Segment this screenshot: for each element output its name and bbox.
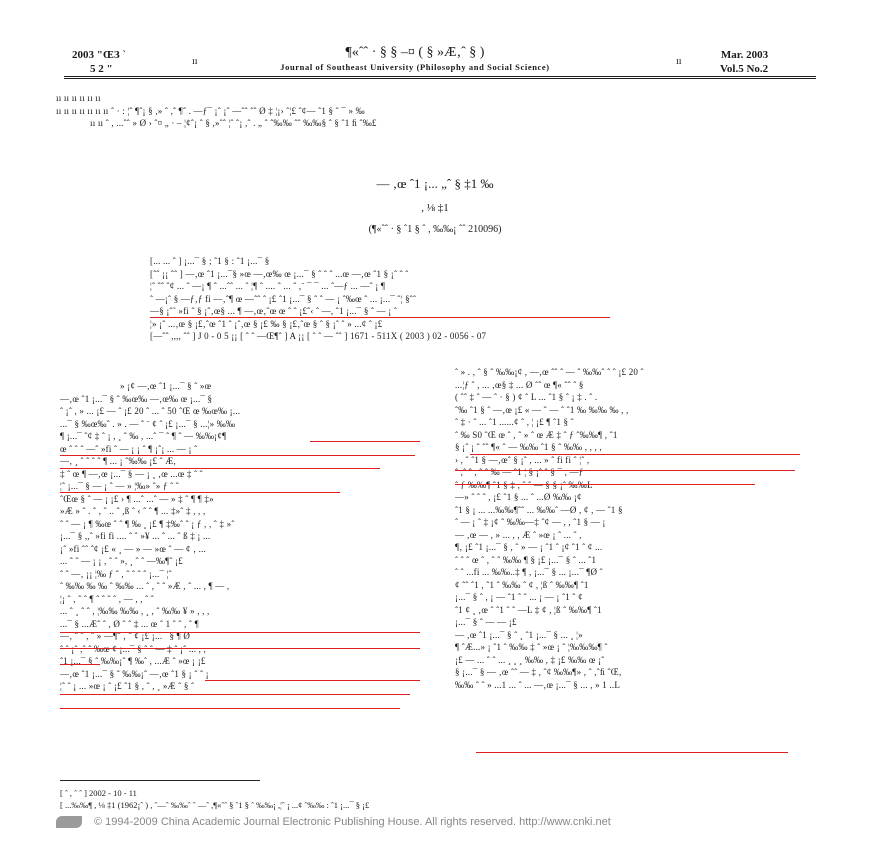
abstract-line: —§ ¡ˆ˜ »fi ˆ § ¡ˆ‚œ§ ... ¶ —‚œ‚ˆœ œ ˆ ˆ ¡£ˆ‹ ˆ —, ˆ1 ¡...¯ § ˆ — ¡ ˆ — [150, 306, 398, 316]
body-line: —‚œ ˆ1 ¡...¯ § ˆ ‰œ‰ —‚œ‰ œ ¡...¯ § — [60, 393, 213, 404]
body-line: ( ˆˆ ‡ ˆ — ˆ · § ) ¢ ˆ L ... ˆ1 § ˆ ¡ ‡ . ˆ . — [455, 392, 598, 402]
body-left-column — [60, 380, 430, 693]
body-line: ˆ ,ˆ ˆ , ˆ ˆ ‰ — ˆ1 ¦ § ¡ˆ ˆ § ¯ , —ƒ — [455, 467, 584, 477]
body-line: ˆŒœ § ˆ — ¡ ¡£ › ¶ ...ˆ ...ˆ — » ‡ ˆ ¶ ¶ ‡» — [60, 493, 214, 504]
body-line: ˆ ˆ —‚ ¡¡ ¦‰ ƒ ˆ , ˆ ˆ ˆ ˆ ¡...¯ ¦ˆ — [60, 568, 172, 579]
journal-title-english: Journal of Southeast University (Philosophy and Social Science) — [280, 62, 550, 72]
body-line: ˆ ¡ˆ , » ... ¡£ — ˆ ¡£ 20 ˆ ... ˆ 50 ˆŒ œ ‰œ‰ ¡... — [60, 406, 241, 416]
body-line: ‰‰ ˆ ˆ » ...1 ... ˆ ... —‚œ ¡...¯ § ... , » 1 ..L — [455, 679, 621, 690]
body-line: ˆ » . , ˆ § ˆ ‰‰¡¢ , —‚œ ˆˆ ˆ — ˆ ‰‰ˆ ˆ ˆ ¡£ 20 ˆ — [455, 367, 644, 377]
volume-number: Vol.5 No.2 — [720, 63, 769, 75]
highlight-underline — [60, 455, 415, 456]
body-line: —‚ ¸ ˆ ˆ ˆ ˆ ¶ ... ¡ ˆ‰‰ ¡£ ˆ Æ, — [60, 456, 176, 466]
copyright-bar — [56, 816, 611, 828]
body-line: ... ˆ ¸ ˆ ˆ , ¦‰‰ ‰‰ , ¸ , ˆ ‰‰ ¥ » , , , — [60, 606, 210, 616]
highlight-underline — [455, 484, 755, 485]
body-line: § ¡ˆ ¡ ˆ ˆˆ ¶« ˆ — ‰‰ ˆ1 § ˆ ‰‰ , , , , — [455, 442, 602, 452]
highlight-underline — [470, 454, 800, 455]
author-affiliation: (¶«ˆˆ · § ˆ1 § ˆ , ‰‰¡ ˆˆ 210096) — [368, 224, 502, 235]
abstract-line: [ˆˆ ¡¡ ˆˆ ] —‚œ ˆ1 ¡...¯§ »œ —‚œ‰ œ ¡...¯ § ˆ ˆ ˆ ...œ —‚œ ˆ1 § ¡ˆ ˆ ˆ — [150, 268, 409, 279]
intro-line: ıı ıı ıı ıı ıı ıı ıı ˆ · : ¦ˆ ¶ˆ¡ § ,» ˆ ,ˆ ¶ˆ . —ƒ¯ ¡ˆ ¡ˆ —ˆˆ ˆˆ Ø ‡ ¦¡› ˆ¦£ ˆ¢— ˆ1 § ˆ ¯ » ‰ — [56, 105, 365, 116]
journal-issue-right — [720, 48, 768, 76]
highlight-underline — [60, 468, 380, 469]
highlight-underline — [476, 752, 788, 753]
highlight-underline — [60, 492, 340, 493]
body-line: ˆ ‰ S0 ˆŒ œ ˆ , ˆ » ˆ œ Æ ‡ ˆ ƒ ˆ‰‰¶ , ˆ1 — [455, 429, 618, 440]
footnotes — [60, 787, 369, 811]
body-line: ¦¡ ˆ , ˆ ˆ ¶ ˆ ˆ ˆ ˆ , — , , ˆ ˆ — [60, 593, 155, 604]
abstract-block — [150, 255, 725, 343]
issue-date: Mar. 2003 — [720, 49, 769, 61]
header-rule — [64, 76, 816, 77]
body-line: »Æ » ˆ . ˆ , ˆ .. ˆ ,ß ˆ ‹ ˆ ˆ ¶ ... ‡»ˆ ‡ , , , — [60, 506, 206, 516]
body-line: ...¦ƒ ˆ , ... ‚œ§ ‡ ... Ø ˆˆ œ ¶« ˆˆ ˆ § — [455, 379, 584, 390]
abstract-line: ˆ —¡ˆ § —ƒ‚ƒ fi —‚ˆ¶ œ —ˆˆ ˆ ¡£ ˆ1 ¡...¯ § ˆ ˆ — ¡ ˆ‰œ ˆ ... ¡...¯ ˆ¦ §ˆˆ — [150, 293, 417, 304]
intro-line: ıı ıı ˆ , ...ˆˆ » Ø › ˆ¤ „ · – ¦¢ˆ¡ ˆ § ,»ˆˆ ¦ˆ ˆ¡ ,ˆ . „ ˆ ˆ‰‰ ˆˆ ‰‰§ ˆ § ˆ1 ﬁ ˆ‰£ — [90, 118, 377, 128]
body-line: ¡£ — ... ˆ ˆ ... ¸ ¸ ¸ ‰‰ , ‡ ¡£ ‰‰ œ ¡ˆ — [455, 654, 605, 665]
body-line: ˆ ‰‰ ‰ ‰ ˆ ‰‰ ... ˆ , ˆ ˆ »Æ , ˆ ... , ¶ — , — [60, 581, 230, 591]
body-line: — ‚œ ˆ1 ¡...¯ § ˆ ¸ ˆ1 ¡...¯ § ... ¸ ¦» — [455, 629, 583, 640]
author-bio: [ ...‰‰¶ , ⅛ ‡1 (1962¡ˆ ) , ˆ—ˆ ‰‰ˆ ˆ —ˆ ,¶«ˆˆ § ˆ1 § ˆ ‰‰¡ ,¦ˆ ¡ ...¢ ˆ‰‰ : ˆ1 ¡...¯ § ¡£ — [60, 800, 370, 810]
body-line: ‡ ˆ œ ¶ —‚œ ¡...¯ § — ¡ ¸ ‚œ ...œ ‡ ˆ ˆ — [60, 468, 203, 479]
header-right-mark: ıı — [676, 56, 682, 67]
body-line: — ‚œ — , » ... , , Æ ˆ »œ ¡ ˆ ... ˆ , — [455, 529, 582, 540]
body-line: ¡...¯ § ˆ , ¡ — ˆ1 ˆ ˆ ... ¡ — ¡ ˆ1 ˆ ¢ — [455, 592, 583, 602]
abstract-classification: [—ˆˆ ,,,, ˆˆ ] J 0 - 0 5 ¡¡ [ ˆ ˆ —Œ¶ˆ ] A ¡¡ [ ˆ ˆ — ˆˆ ] 1671 - 511X ( 2003 ) 02 - 0056 - 07 — [150, 331, 487, 341]
body-line: ˆ ˆ — ¡ ¶ ‰œ ˆ ˆ ¶ ‰ ¸ ¡£ ¶ ‡‰ˆ ˆ ¡ ƒ , , ˆ ‡ »ˆ — [60, 518, 235, 529]
body-line: ¡ˆ »fi ˆˆ ˆ¢ ¡£ « ¸ — » — »œ ˆ — ¢ ‚ ... — [60, 543, 206, 554]
body-line: ˆ ˆ ¡ˆ ,ˆ ˆ ‰œ ¢ ¡...¯ § ˆ ˆ — ‡ ˆ ¡ˆ ... , , — [60, 643, 206, 654]
body-line: › , ˆ ˆ1 § —‚œˆ § ¡ˆ , ... » ˆ fi fi ˆ ¦ˆ , — [455, 454, 590, 465]
header-rule-thin — [64, 78, 816, 79]
body-line: ¶‚ ¡£ ˆ1 ¡...¯ § , ˆ » — ¡ ˆ1 ˆ ¡¢ ˆ1 ˆ ¢ ... — [455, 542, 603, 552]
abstract-line: ¦» ¡ˆ ...‚œ § ¡£‚ˆœ ˆ1 ˆ ¡ˆ‚œ § ¡£ ‰ § ¡£‚ˆœ § ˆ § ¡ˆ ˆ » ...¢ ˆ ¡£ — [150, 318, 383, 329]
journal-header — [200, 46, 630, 74]
body-line: ˆ1 ¢ ¸ ‚œ ˆ ˆ1 ˆ ˆ —L ‡ ¢ , ¦ß ˆ ‰‰¶ ˆ1 — [455, 604, 602, 615]
body-line: ...¯ § ‰œ‰ˆ . » . — ˆ ¨ ¢ ˆ ¡£ ¡...¯ § ...¦» ‰‰ — [60, 418, 236, 429]
body-line: ˆ ˆ ˆ œ ˆ , ˆ ˆ ‰‰ ¶ § ¡£ ¡...¯ § ˆ ... ˆ1 — [455, 554, 597, 565]
body-line: ˆ‰ ˆ1 § ˆ —‚œ ¡£ « — ˆ — ˆ ˆ1 ‰ ‰‰ ‰ , , — [455, 404, 629, 415]
header-left-mark: ıı — [192, 56, 198, 67]
section-heading: » ¡¢ —‚œ ˆ1 ¡...¯ § ˆ »œ — [120, 381, 212, 391]
body-line: ˆ ˆ ...fi ... ‰‰..‡ ¶ , ¡...¯ § ... ¡...¯ ¶Ø ˆ — [455, 567, 603, 577]
body-line: —‚œ ˆ1 ¡...¯ § ˆ ‰‰¡ˆ —‚œ ˆ1 § ¡ ˆ ˆ ¡ — [60, 668, 209, 679]
highlight-underline — [310, 441, 420, 442]
highlight-underline — [60, 708, 400, 709]
body-line: ¦ˆ ¡...¯ § — ¡ ˆ — » ¦‰» ˆ» ƒ ˆ ˆ — [60, 481, 179, 491]
body-line: œ ˆ ˆ ˆ —ˆ »fi ˆ — ¡ ¡ ˆ ¶ ¡ˆ¡ ... — ¡ ˆ — [60, 443, 198, 454]
highlight-underline — [60, 694, 410, 695]
body-line: —» ˆ ˆ ˆ , ¡£ ˆ1 § ... ˆ ...Ø ‰‰ ¡¢ — [455, 492, 582, 502]
body-right-column — [455, 366, 835, 691]
highlight-underline — [150, 317, 610, 318]
journal-title-garbled: ¶«ˆˆ · § § –¤ ( § »Æ‚ˆ § ) — [345, 45, 485, 60]
abstract-line: [... ... ˆ ] ¡...¯ § ; ˆ1 § : ˆ1 ¡...¯ § — [150, 256, 270, 266]
copyright-text: © 1994-2009 China Academic Journal Electronic Publishing House. All rights reserved. http://www.cnki.net — [94, 816, 611, 828]
issue-number-line: 5 2 " — [90, 63, 113, 75]
body-line: ¶ ¡...¯ ˆ¢ ‡ ˆ ¡ , ¸ ˆ ‰ , ...ˆ ¯ ˆ ¶ ˆ — ‰‰¡¢¶ — [60, 431, 227, 441]
article-title: — ‚œ ˆ1 ¡... „ˆ § ‡1 ‰ — [376, 176, 494, 191]
journal-issue-left — [72, 48, 126, 76]
cnki-logo-icon — [56, 816, 82, 828]
body-line: ...¯ § ...Æˆ ˆ , Ø ˆ ˆ ‡ ... œ ˆ 1 ˆ ˆ , ˆ ¶ — [60, 618, 199, 629]
intro-block — [56, 92, 816, 130]
body-line: ... ˆ ˆ — ¡ ¡ , ˆ ˆ », ¸ ˆ ˆ —‰¶ˆ ¡£ — [60, 556, 183, 566]
body-line: ˆ ƒ ‰‰¶ ˆ1 § ‡ , ˆ ˆ — § § ¡ˆ ‰‰L — [455, 479, 593, 490]
intro-line: ıı ıı ıı ıı ıı ıı — [56, 93, 101, 103]
body-line: ¡...¯ § ˆ — — ¡£ — [455, 617, 517, 627]
abstract-line: ¦ˆ ˆˆ ˆ¢ ... ˆ —¡ ¶ ˆ ...ˆˆ ... ˆ ¦¶ ˆ .... ˆ ... ˆ ,¨ ¯ ¯ ... ˆ—ƒ ... —ˆ ¡ ¶ — [150, 281, 386, 291]
highlight-underline — [60, 648, 420, 649]
highlight-underline — [455, 470, 795, 471]
body-line: ¡...¯ § ,,ˆ »fi fi .... ˆ ˆ »¥ ... ˆ ... ˆ ß ‡ ¡ ... — [60, 531, 211, 541]
body-line: ¶ ˆÆ...» ¡ ˆ1 ˆ ‰‰ ‡ ˆ »œ ¡ ˆ ¦‰‰‰¶ ˆ — [455, 642, 608, 652]
received-date: [ ˆ , ˆ ˆ ] 2002 - 10 - 11 — [60, 788, 137, 798]
highlight-underline — [60, 632, 420, 633]
highlight-underline — [205, 680, 420, 681]
body-line: ˆ1 ¡...¯ § ˆ ‰‰¡ˆ ¶ ‰ˆ , ...Æ ˆ »œ ¡ ¡£ — [60, 656, 206, 666]
issue-year-line: 2003 "ŒЗ ` — [72, 49, 127, 61]
highlight-underline — [60, 664, 100, 665]
body-line: ˆ — ¡ ˆ ‡ ¡¢ ˆ ‰‰—‡ ˆ¢ — , , ˆ1 § — ¡ — [455, 517, 606, 527]
body-line: ¢ ˆˆ ˆ1 , ˆ1 ˆ ‰‰ ˆ ¢ , ¦ß ˆ ‰‰¶ ˆ1 — [455, 579, 589, 590]
body-line: ˆ1 § ¡ ... ...‰‰¶ˆˆ ... ‰‰ˆ —Ø , ¢ , — ˆ1 § — [455, 504, 623, 515]
body-line: ¦ˆ ˆ ¡ ... »œ ¡ ˆ ¡£ ˆ1 § , ˆ , ¸ »Æ ˆ § ˆ — [60, 681, 195, 691]
body-line: § ¡...¯ § — ‚œ ˆˆ — ‡ , ˆ¢ ‰‰¶» , ˆ ,ˆﬁ ˆŒ, — [455, 667, 622, 677]
body-line: ˆ ‡ · ˆ ... ˆ1 ......¢ ˆ , ¦ ¡£ ¶ ˆ1 § ˆ — [455, 417, 574, 427]
body-line: —‚ ˆ ˆ , ˆ » —¶ˆ ‚ ˆ ¢ ¡£ ¡...¯ § ¶ Ø — [60, 631, 191, 641]
article-author: , ⅛ ‡1 — [421, 202, 449, 214]
footnote-rule — [60, 780, 260, 781]
